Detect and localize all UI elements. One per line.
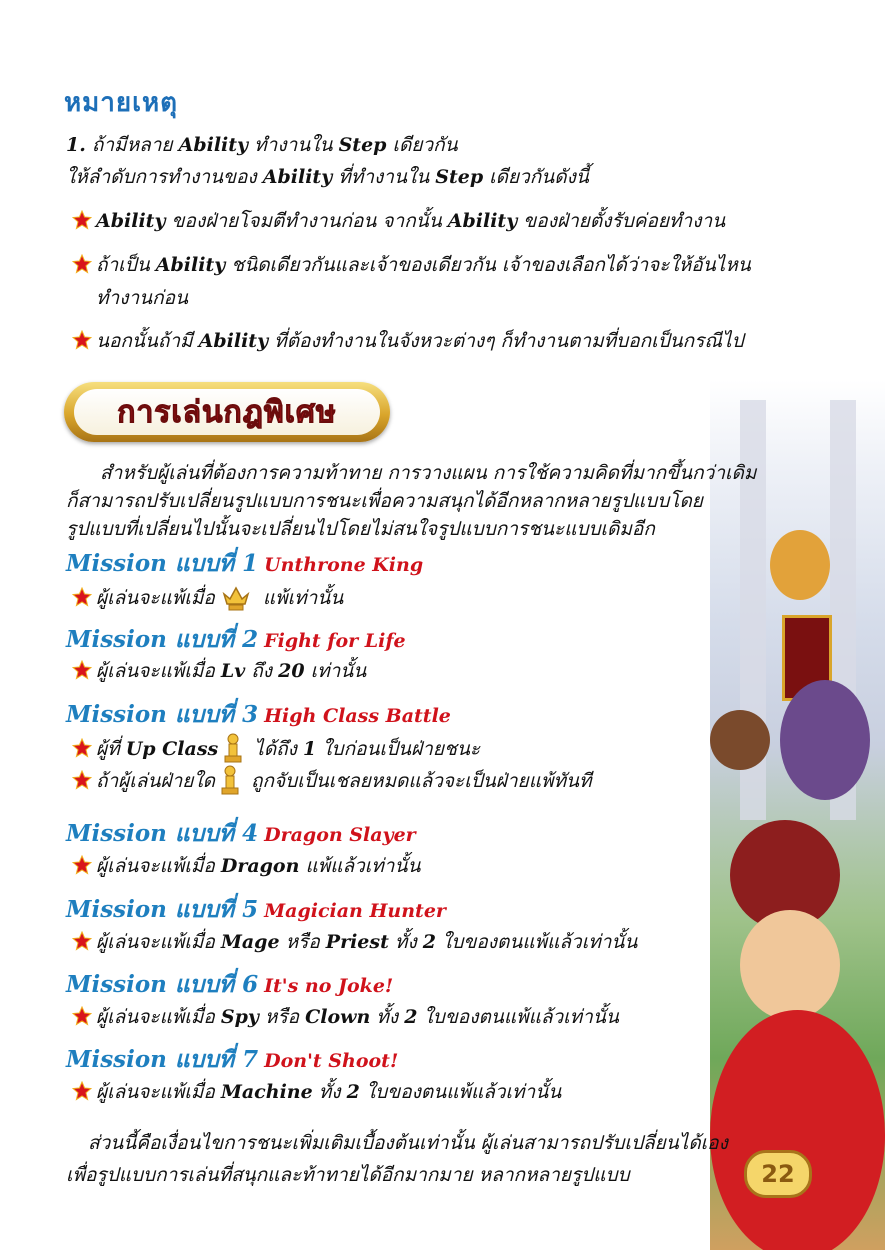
mission-name: It's no Joke! [264, 975, 394, 997]
text: ผู้เล่นจะแพ้เมื่อ [96, 1081, 221, 1103]
text: ใบก่อนเป็นฝ่ายชนะ [316, 738, 481, 760]
text: ผู้ที่ [96, 738, 126, 760]
text: หรือ [258, 1006, 306, 1028]
mission-label: Mission แบบที่ 7 [66, 1046, 259, 1073]
mission-7-heading [66, 1042, 398, 1078]
text: ได้ถึง [248, 738, 303, 760]
text: ทั้ง [370, 1006, 405, 1028]
note-bullet-2 [72, 250, 751, 280]
star-bullet-icon [72, 330, 92, 350]
keyword: Ability [178, 134, 249, 156]
note-line-1 [66, 130, 458, 160]
mission-name: Don't Shoot! [264, 1050, 399, 1072]
text: ผู้เล่นจะแพ้เมื่อ [96, 855, 221, 877]
mission-5-heading [66, 892, 446, 928]
star-bullet-icon [72, 770, 92, 790]
star-bullet-icon [72, 587, 92, 607]
note-bullet-3 [72, 326, 744, 356]
page-number-badge [744, 1150, 812, 1198]
note-number: 1. [66, 134, 86, 156]
mission-name: Unthrone King [264, 554, 424, 576]
text: ถูกจับเป็นเชลยหมดแล้วจะเป็นฝ่ายแพ้ทันที [244, 770, 592, 792]
keyword: Ability [96, 210, 166, 232]
text: ผู้เล่นจะแพ้เมื่อ [96, 660, 221, 682]
keyword: Ability [262, 166, 333, 188]
text: ใบของตนแพ้แล้วเท่านั้น [359, 1081, 562, 1103]
intro-line-2: ก็สามารถปรับเปลี่ยนรูปแบบการชนะเพื่อความสนุกได้อีกหลากหลายรูปแบบโดย [66, 490, 703, 512]
mission-7-rule [72, 1077, 561, 1107]
mission-6-rule [72, 1002, 619, 1032]
mission-2-rule [72, 656, 366, 686]
text: ถึง [245, 660, 279, 682]
keyword: Priest [325, 931, 389, 953]
keyword: Ability [447, 210, 518, 232]
text: ผู้เล่นจะแพ้เมื่อ [96, 1006, 221, 1028]
keyword: Step [338, 134, 387, 156]
star-bullet-icon [72, 1006, 92, 1026]
note-bullet-2-cont: ทำงานก่อน [96, 287, 189, 309]
outro-line-1: ส่วนนี้คือเงื่อนไขการชนะเพิ่มเติมเบื้องต้นเท่านั้น ผู้เล่นสามารถปรับเปลี่ยนได้เอง [88, 1132, 728, 1154]
text: ชนิดเดียวกันและเจ้าของเดียวกัน เจ้าของเลือกได้ว่าจะให้อันไหน [225, 254, 751, 276]
pawn-icon [221, 765, 239, 795]
keyword: Dragon [220, 855, 300, 877]
text: แพ้เท่านั้น [256, 587, 344, 609]
mission-3-rule-2 [72, 765, 592, 796]
keyword: 1 [302, 738, 317, 760]
keyword: Spy [220, 1006, 259, 1028]
keyword: Mage [220, 931, 280, 953]
text: แพ้แล้วเท่านั้น [299, 855, 421, 877]
text: ของฝ่ายโจมตีทำงานก่อน จากนั้น [165, 210, 448, 232]
mission-1-rule [72, 582, 343, 613]
text: เดียวกันดังนี้ [483, 166, 589, 188]
star-bullet-icon [72, 931, 92, 951]
text: เดียวกัน [386, 134, 458, 156]
mission-1-heading [66, 546, 423, 582]
text: หรือ [279, 931, 326, 953]
wizard-figure [780, 680, 870, 800]
text: ผู้เล่นจะแพ้เมื่อ [96, 587, 215, 609]
crown-icon [221, 582, 251, 612]
note-bullet-1 [72, 206, 725, 236]
mission-3-rule-1 [72, 733, 480, 764]
text: ทั้ง [388, 931, 423, 953]
banner-plate [74, 389, 380, 435]
keyword: 20 [278, 660, 305, 682]
text: ที่ต้องทำงานในจังหวะต่างๆ ก็ทำงานตามที่บอกเป็นกรณีไป [268, 330, 744, 352]
text: ถ้าเป็น [96, 254, 156, 276]
mission-label: Mission แบบที่ 6 [66, 971, 259, 998]
mission-name: High Class Battle [264, 705, 451, 727]
pawn-icon [224, 733, 242, 763]
text: ถ้ามีหลาย [85, 134, 179, 156]
text: ใบของตนแพ้แล้วเท่านั้น [436, 931, 638, 953]
text: ถ้าผู้เล่นฝ่ายใด [96, 770, 215, 792]
keyword: 2 [404, 1006, 418, 1028]
keyword: 2 [346, 1081, 360, 1103]
keyword: Lv [220, 660, 246, 682]
side-illustration [710, 380, 885, 1250]
text: ผู้เล่นจะแพ้เมื่อ [96, 931, 221, 953]
keyword: Ability [155, 254, 226, 276]
bird-figure [710, 710, 770, 770]
intro-line-3: รูปแบบที่เปลี่ยนไปนั้นจะเปลี่ยนไปโดยไม่สนใจรูปแบบการชนะแบบเดิมอีก [66, 518, 655, 540]
mission-2-heading [66, 622, 406, 658]
text: นอกนั้นถ้ามี [96, 330, 199, 352]
text: ให้ลำดับการทำงานของ [66, 166, 263, 188]
star-bullet-icon [72, 660, 92, 680]
mission-name: Dragon Slayer [264, 824, 416, 846]
banner-title: การเล่นกฎพิเศษ [117, 394, 337, 430]
text: ที่ทำงานใน [332, 166, 436, 188]
keyword: Machine [220, 1081, 313, 1103]
mission-label: Mission แบบที่ 3 [66, 701, 259, 728]
mission-label: Mission แบบที่ 5 [66, 896, 259, 923]
soldier-figure [740, 910, 840, 1020]
outro-line-2: เพื่อรูปแบบการเล่นที่สนุกและท้าทายได้อีกมากมาย หลากหลายรูปแบบ [66, 1164, 630, 1186]
mission-label: Mission แบบที่ 2 [66, 626, 259, 653]
text: ของฝ่ายตั้งรับค่อยทำงาน [517, 210, 726, 232]
star-bullet-icon [72, 210, 92, 230]
dragon-figure [710, 1010, 885, 1250]
mission-label: Mission แบบที่ 4 [66, 820, 259, 847]
mission-5-rule [72, 927, 637, 957]
keyword: Ability [198, 330, 269, 352]
text: ใบของตนแพ้แล้วเท่านั้น [417, 1006, 619, 1028]
star-bullet-icon [72, 1081, 92, 1101]
text: ทั้ง [312, 1081, 347, 1103]
star-bullet-icon [72, 738, 92, 758]
text: ทำงานใน [248, 134, 339, 156]
notes-title: หมายเหตุ [64, 88, 179, 118]
mission-4-heading [66, 816, 416, 852]
mission-3-heading [66, 697, 451, 733]
text: เท่านั้น [304, 660, 367, 682]
page-number: 22 [761, 1160, 795, 1188]
keyword: 2 [422, 931, 436, 953]
section-banner [64, 382, 390, 442]
note-line-2 [66, 162, 589, 192]
mission-label: Mission แบบที่ 1 [66, 550, 259, 577]
keyword: Clown [305, 1006, 371, 1028]
mission-name: Fight for Life [264, 630, 406, 652]
star-bullet-icon [72, 855, 92, 875]
star-bullet-icon [72, 254, 92, 274]
keyword: Up Class [125, 738, 219, 760]
king-figure [770, 530, 830, 600]
intro-line-1: สำหรับผู้เล่นที่ต้องการความท้าทาย การวางแผน การใช้ความคิดที่มากขึ้นกว่าเดิม [100, 462, 757, 484]
mission-4-rule [72, 851, 420, 881]
mission-6-heading [66, 967, 393, 1003]
mission-name: Magician Hunter [264, 900, 446, 922]
keyword: Step [435, 166, 484, 188]
